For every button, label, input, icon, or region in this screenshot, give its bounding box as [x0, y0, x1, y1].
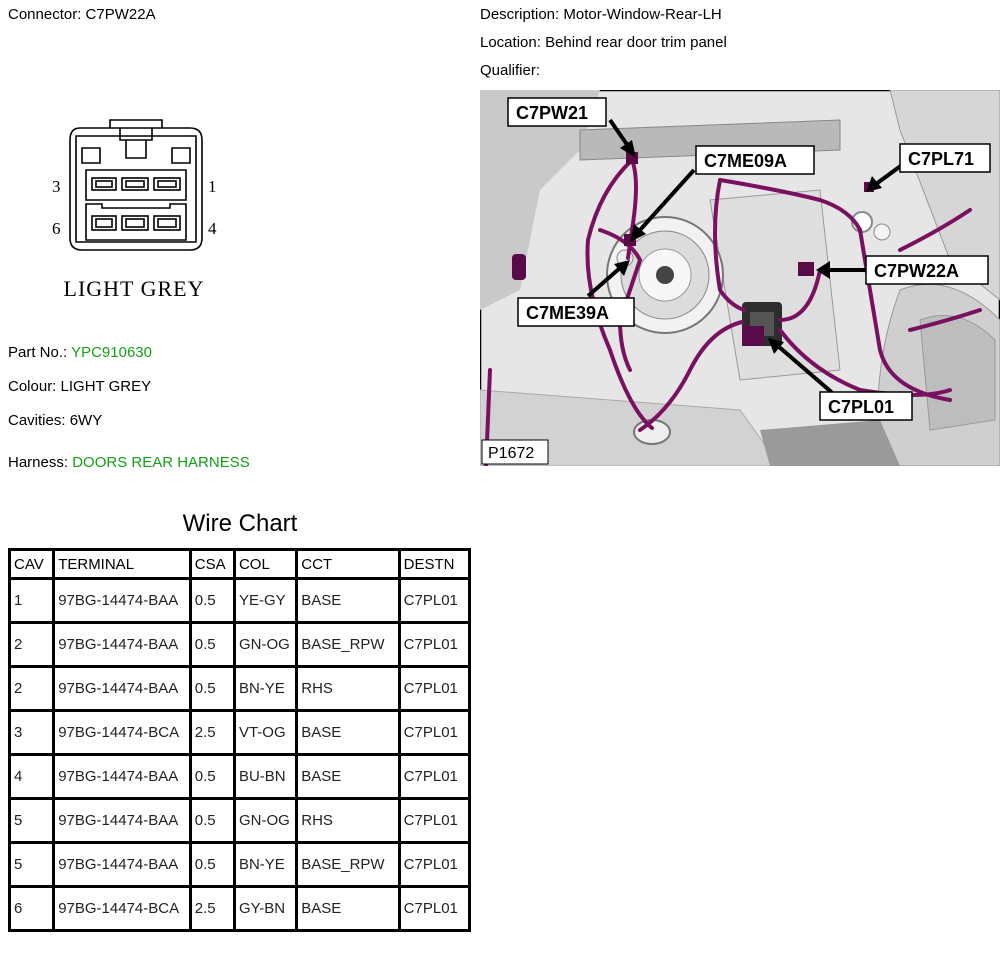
table-row — [10, 799, 470, 843]
connector-location-image — [480, 90, 1000, 466]
description-line — [480, 6, 722, 23]
csa-cell: 2.5 — [190, 711, 234, 755]
col-cell: BU-BN — [234, 755, 296, 799]
image-id-label: P1672 — [488, 445, 535, 462]
colour-value: LIGHT GREY — [60, 378, 152, 395]
table-row — [10, 667, 470, 711]
column-header-destn: DESTN — [399, 550, 469, 579]
col-cell: GY-BN — [234, 887, 296, 931]
pin-label-4: 4 — [208, 219, 217, 238]
cct-cell: BASE_RPW — [297, 843, 399, 887]
table-row — [10, 579, 470, 623]
part-number-link[interactable]: YPC910630 — [71, 344, 152, 361]
destn-cell: C7PL01 — [399, 799, 469, 843]
table-row — [10, 711, 470, 755]
terminal-cell: 97BG-14474-BAA — [54, 667, 191, 711]
col-cell: BN-YE — [234, 843, 296, 887]
cavities-value: 6WY — [69, 412, 103, 429]
svg-text:C7ME09A: C7ME09A — [704, 151, 788, 171]
csa-cell: 0.5 — [190, 667, 234, 711]
csa-cell: 0.5 — [190, 799, 234, 843]
pin-label-1: 1 — [208, 177, 217, 196]
connector-face-diagram — [40, 108, 240, 308]
col-cell: BN-YE — [234, 667, 296, 711]
table-row — [10, 623, 470, 667]
terminal-cell: 97BG-14474-BAA — [54, 579, 191, 623]
cct-cell: RHS — [297, 799, 399, 843]
callout-c7me39a — [518, 298, 634, 326]
harness-label: Harness: — [8, 454, 69, 471]
column-header-col: COL — [234, 550, 296, 579]
cav-cell: 5 — [10, 843, 54, 887]
destn-cell: C7PL01 — [399, 579, 469, 623]
cavities-label: Cavities: — [8, 412, 66, 429]
connector-heading — [8, 6, 156, 23]
wire-chart-table — [8, 548, 471, 932]
csa-cell: 2.5 — [190, 887, 234, 931]
column-header-csa: CSA — [190, 550, 234, 579]
svg-text:C7ME39A: C7ME39A — [526, 303, 610, 323]
connector-label: Connector: — [8, 6, 82, 23]
col-cell: YE-GY — [234, 579, 296, 623]
col-cell: GN-OG — [234, 799, 296, 843]
csa-cell: 0.5 — [190, 579, 234, 623]
qualifier-label: Qualifier: — [480, 62, 541, 79]
table-row — [10, 843, 470, 887]
cav-cell: 2 — [10, 667, 54, 711]
cct-cell: BASE — [297, 887, 399, 931]
column-header-cav: CAV — [10, 550, 54, 579]
callout-c7me09a — [696, 146, 814, 174]
csa-cell: 0.5 — [190, 843, 234, 887]
colour-line — [8, 378, 151, 395]
wire-chart-title: Wire Chart — [182, 510, 298, 537]
callout-c7pw22a — [866, 256, 988, 284]
harness-line — [8, 454, 250, 471]
callout-c7pl01 — [820, 392, 912, 420]
csa-cell: 0.5 — [190, 623, 234, 667]
terminal-cell: 97BG-14474-BAA — [54, 799, 191, 843]
location-value: Behind rear door trim panel — [545, 34, 727, 51]
terminal-cell: 97BG-14474-BCA — [54, 887, 191, 931]
cav-cell: 1 — [10, 579, 54, 623]
destn-cell: C7PL01 — [399, 755, 469, 799]
location-line — [480, 34, 727, 51]
terminal-cell: 97BG-14474-BAA — [54, 843, 191, 887]
cav-cell: 3 — [10, 711, 54, 755]
qualifier-line — [480, 62, 540, 79]
cavities-line — [8, 412, 102, 429]
terminal-cell: 97BG-14474-BAA — [54, 623, 191, 667]
part-number-label: Part No.: — [8, 344, 68, 361]
cct-cell: BASE — [297, 711, 399, 755]
destn-cell: C7PL01 — [399, 843, 469, 887]
destn-cell: C7PL01 — [399, 667, 469, 711]
cav-cell: 2 — [10, 623, 54, 667]
column-header-cct: CCT — [297, 550, 399, 579]
description-label: Description: — [480, 6, 560, 23]
harness-link[interactable]: DOORS REAR HARNESS — [72, 454, 250, 471]
destn-cell: C7PL01 — [399, 711, 469, 755]
cav-cell: 5 — [10, 799, 54, 843]
svg-text:C7PW21: C7PW21 — [516, 103, 589, 123]
cct-cell: BASE — [297, 579, 399, 623]
svg-text:C7PL01: C7PL01 — [828, 397, 895, 417]
callout-c7pw21 — [508, 98, 606, 126]
cct-cell: BASE_RPW — [297, 623, 399, 667]
cav-cell: 4 — [10, 755, 54, 799]
terminal-cell: 97BG-14474-BCA — [54, 711, 191, 755]
csa-cell: 0.5 — [190, 755, 234, 799]
destn-cell: C7PL01 — [399, 623, 469, 667]
table-row — [10, 755, 470, 799]
cav-cell: 6 — [10, 887, 54, 931]
col-cell: GN-OG — [234, 623, 296, 667]
svg-text:C7PW22A: C7PW22A — [874, 261, 960, 281]
description-value: Motor-Window-Rear-LH — [563, 6, 722, 23]
colour-label: Colour: — [8, 378, 57, 395]
svg-text:C7PL71: C7PL71 — [908, 149, 975, 169]
connector-colour-caption: LIGHT GREY — [63, 276, 205, 301]
destn-cell: C7PL01 — [399, 887, 469, 931]
wire-chart-header-row — [10, 550, 470, 579]
location-label: Location: — [480, 34, 541, 51]
pin-label-6: 6 — [52, 219, 61, 238]
callout-c7pl71 — [900, 144, 990, 172]
pin-label-3: 3 — [52, 177, 61, 196]
column-header-terminal: TERMINAL — [54, 550, 191, 579]
cct-cell: RHS — [297, 667, 399, 711]
connector-id: C7PW22A — [85, 6, 156, 23]
col-cell: VT-OG — [234, 711, 296, 755]
terminal-cell: 97BG-14474-BAA — [54, 755, 191, 799]
part-number-line — [8, 344, 152, 361]
table-row — [10, 887, 470, 931]
cct-cell: BASE — [297, 755, 399, 799]
